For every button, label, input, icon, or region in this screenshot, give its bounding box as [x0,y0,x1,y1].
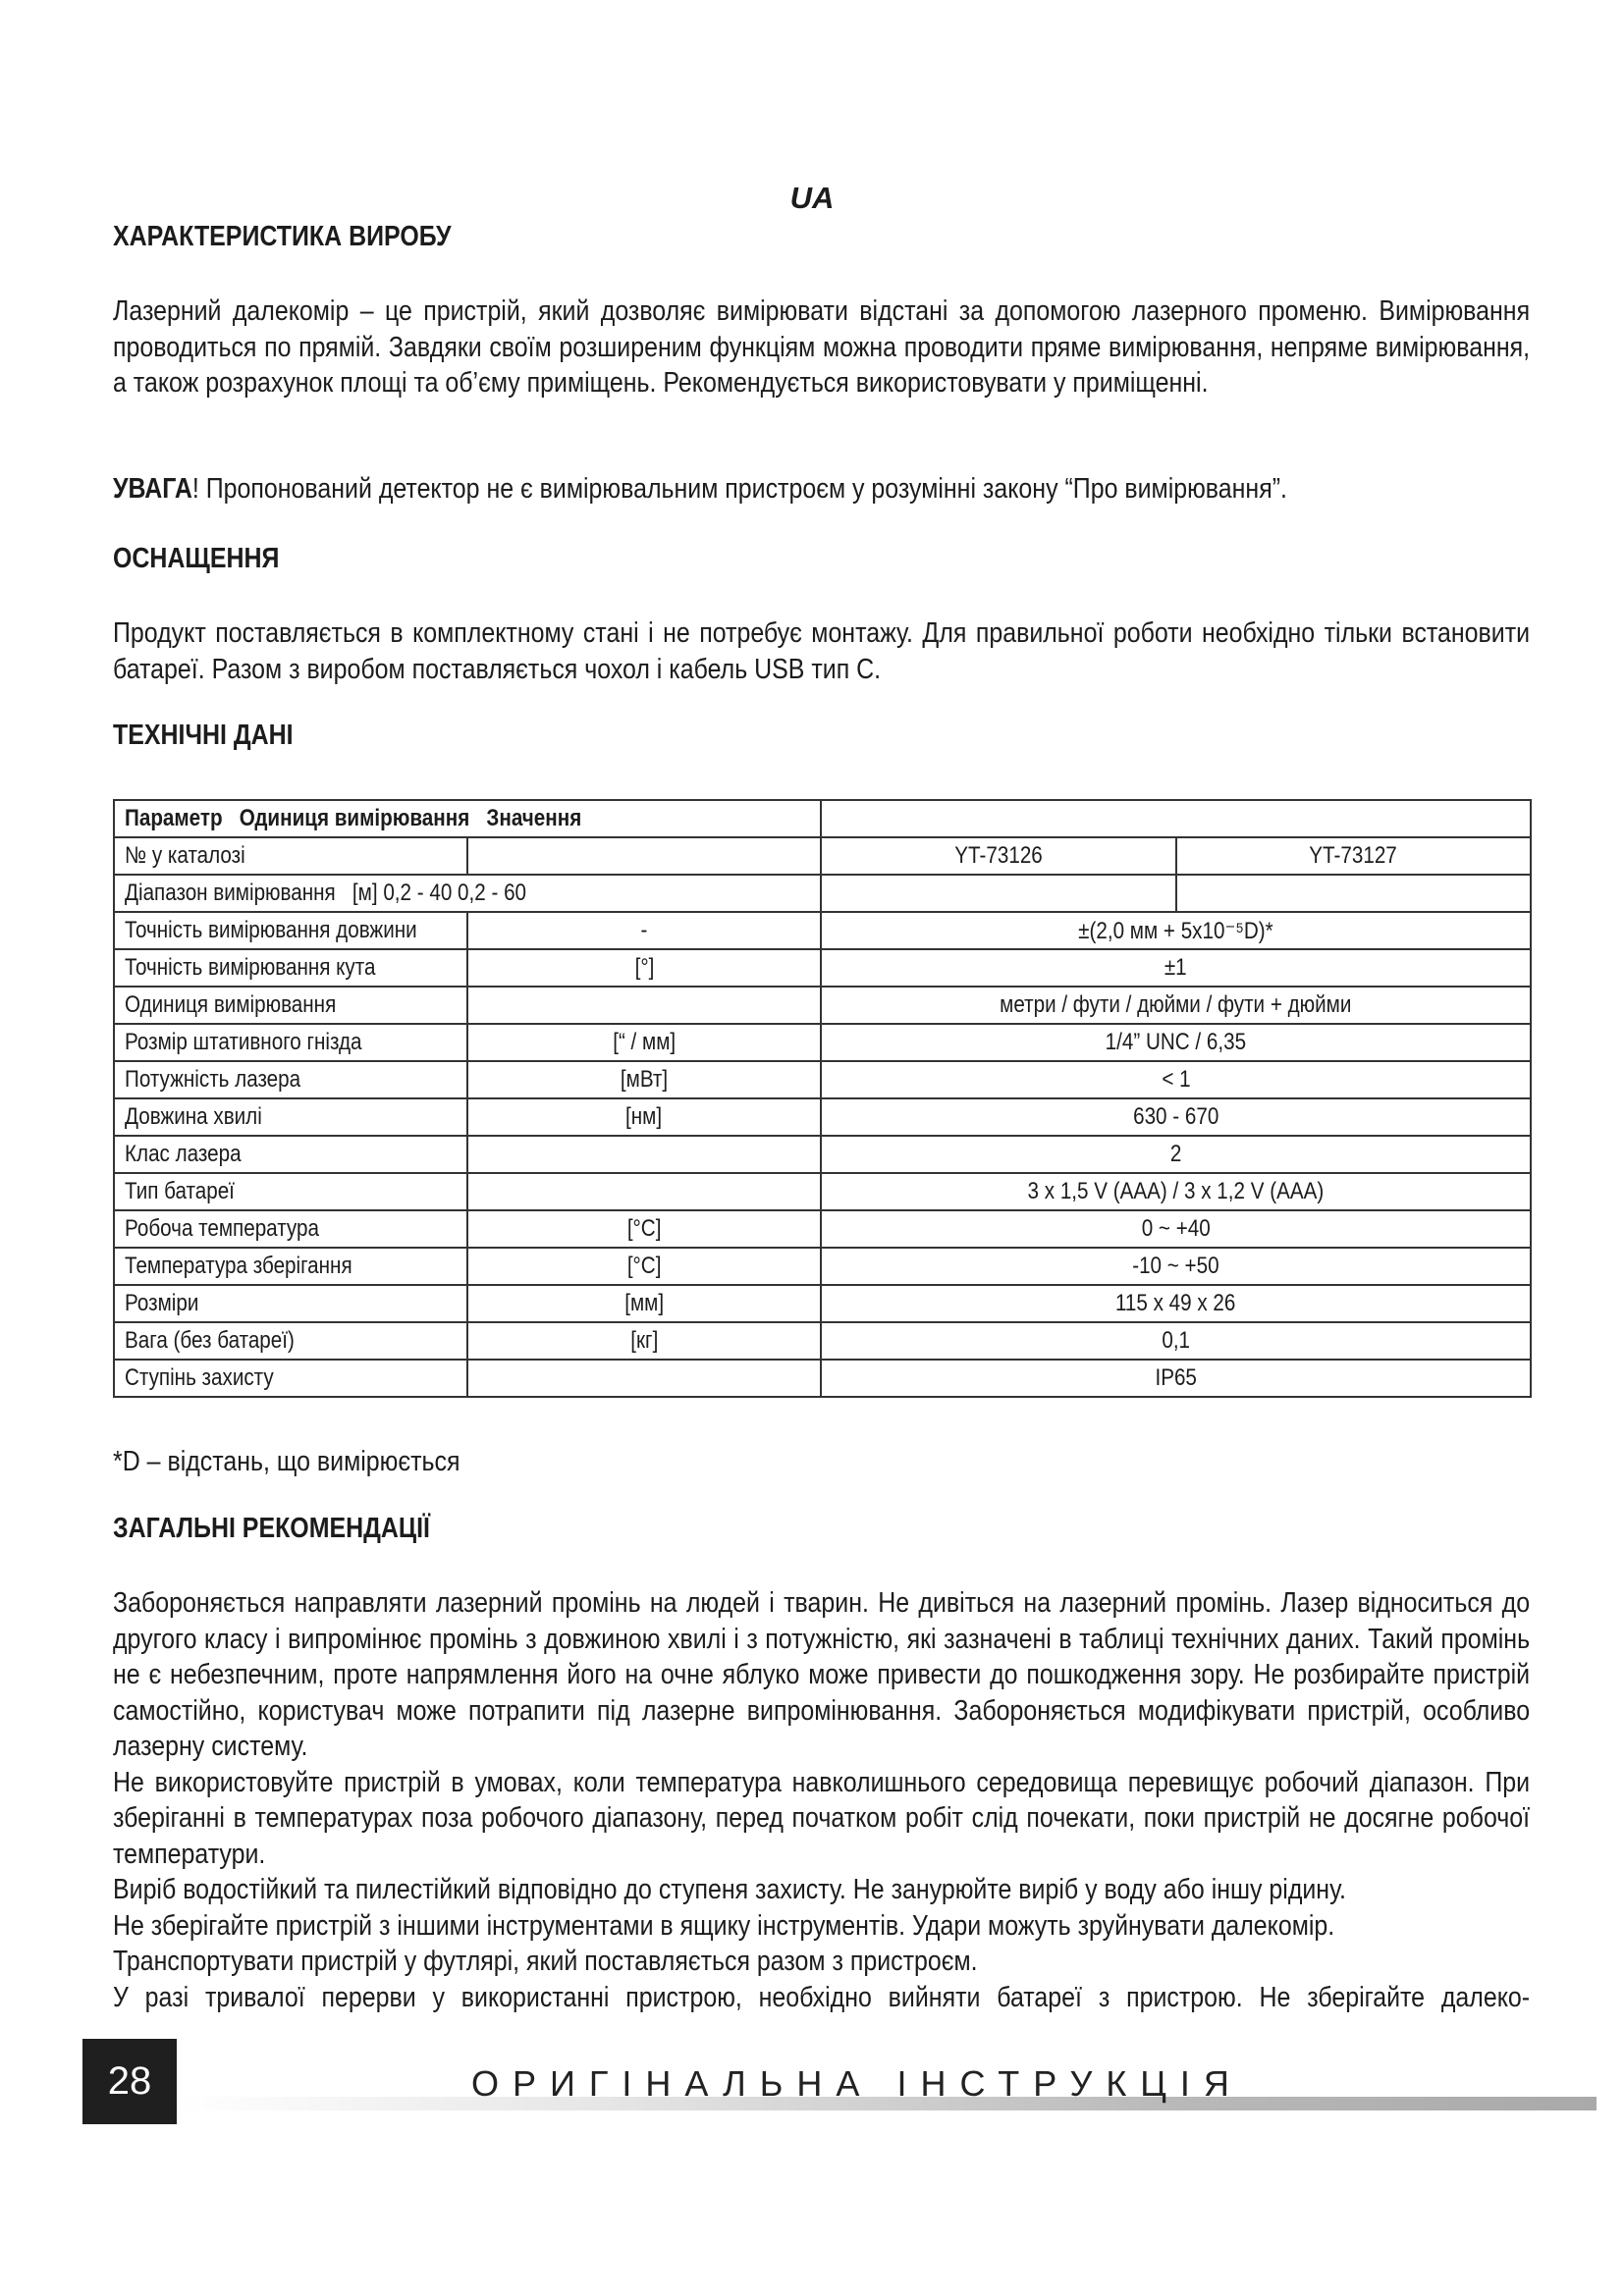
table-cell-label: № у каталозі [114,837,467,875]
table-cell-unit: [кг] [467,1322,821,1360]
table-row-catalog [114,837,1531,875]
table-row [114,1360,1531,1397]
table-cell-label: Робоча температура [114,1210,467,1248]
paragraph-characteristics [113,294,1530,401]
table-cell-unit: [нм] [467,1098,821,1136]
paragraph-equipment [113,615,1530,687]
table-cell-unit: [°C] [467,1210,821,1248]
table-cell-empty [1176,875,1531,912]
table-cell-label: Тип батареї [114,1173,467,1210]
table-cell-label: Потужність лазера [114,1061,467,1098]
warning-label: УВАГА [113,473,192,505]
table-cell-unit [467,837,821,875]
technical-data-table [113,799,1532,1398]
table-cell-label: Одиниця вимірювання [114,987,467,1024]
table-cell-value: 1/4” UNC / 6,35 [821,1024,1531,1061]
general-paragraph: Не використовуйте пристрій в умовах, коли температура навколишнього середовища перевищує робочий діапазон. При зберіганні в температурах поза робочого діапазону, перед початком робіт слід почекати, поки пристрій не досягне робочої температури. [113,1766,1531,1870]
table-cell-label: Точність вимірювання кута [114,949,467,987]
table-row [114,1285,1531,1322]
page-number: 28 [82,2039,177,2124]
table-header-cell: Параметр Одиниця вимірювання Значення [114,800,821,837]
general-paragraph: Забороняється направляти лазерний промінь на людей і тварин. Не дивіться на лазерний промінь. Лазер відноситься до другого класу і випромінює промінь з довжиною хвилі і з потужністю, які зазначені в таблиці технічних даних. Такий промінь не є небезпечним, проте напрямлення його на очне яблуко може привести до пошкодження зору. Не розбирайте пристрій самостійно, користувач може потрапити під лазерне випромінювання. Забороняється модифікувати пристрій, особливо лазерну систему. [113,1587,1531,1762]
table-row [114,987,1531,1024]
table-cell-label: Розмір штативного гнізда [114,1024,467,1061]
table-cell-label: Точність вимірювання довжини [114,912,467,949]
table-cell-value: 630 - 670 [821,1098,1531,1136]
table-row [114,912,1531,949]
footer-title: ОРИГІНАЛЬНА ІНСТРУКЦІЯ [471,2063,1243,2104]
table-cell-unit: [°C] [467,1248,821,1285]
table-cell-unit: [мм] [467,1285,821,1322]
table-row [114,1173,1531,1210]
heading-technical-data: ТЕХНІЧНІ ДАНІ [113,720,294,751]
table-row [114,1098,1531,1136]
table-cell-range: Діапазон вимірювання [м] 0,2 - 40 0,2 - 60 [114,875,821,912]
table-row [114,949,1531,987]
table-cell-unit: [мВт] [467,1061,821,1098]
table-cell-value: < 1 [821,1061,1531,1098]
table-cell-value: 0,1 [821,1322,1531,1360]
table-cell-unit [467,1136,821,1173]
general-text [113,1585,1530,2015]
heading-equipment: ОСНАЩЕННЯ [113,543,280,574]
table-cell-label: Температура зберігання [114,1248,467,1285]
table-cell-model-1: YT-73126 [821,837,1176,875]
general-paragraph: У разі тривалої перерви у використанні пристрою, необхідно вийняти батареї з пристрою. Не зберігайте далеко- [113,1981,1531,2013]
table-header-empty-cell [821,800,1531,837]
table-cell-value: -10 ~ +50 [821,1248,1531,1285]
table-body [114,912,1531,1397]
table-row [114,1024,1531,1061]
table-cell-label: Довжина хвилі [114,1098,467,1136]
table-cell-label: Ступінь захисту [114,1360,467,1397]
table-row [114,1136,1531,1173]
table-cell-unit [467,1360,821,1397]
table-cell-unit: - [467,912,821,949]
general-paragraph: Не зберігайте пристрій з іншими інструментами в ящику інструментів. Удари можуть зруйнувати далекомір. [113,1909,1335,1942]
table-cell-label: Розміри [114,1285,467,1322]
table-cell-label: Клас лазера [114,1136,467,1173]
table-cell-value: ±(2,0 мм + 5x10⁻⁵D)* [821,912,1531,949]
table-cell-value: 0 ~ +40 [821,1210,1531,1248]
table-cell-label: Вага (без батареї) [114,1322,467,1360]
characteristics-text: Лазерний далекомір – це пристрій, який дозволяє вимірювати відстані за допомогою лазерного променю. Вимірювання проводиться по прямій. Завдяки своїм розширеним функціям можна проводити пряме вимірювання, непряме вимірювання, а також розрахунок площі та об’єму приміщень. Рекомендується використовувати у приміщенні. [113,295,1531,399]
table-cell-unit [467,987,821,1024]
table-cell-unit: [“ / мм] [467,1024,821,1061]
paragraph-general [113,1585,1530,2015]
table-row [114,1210,1531,1248]
general-paragraph: Транспортувати пристрій у футлярі, який поставляється разом з пристроєм. [113,1946,978,1977]
heading-general-recommendations: ЗАГАЛЬНІ РЕКОМЕНДАЦІЇ [113,1513,430,1544]
general-paragraph: Виріб водостійкий та пилестійкий відповідно до ступеня захисту. Не занурюйте виріб у воду або іншу рідину. [113,1874,1346,1905]
footnote: *D – відстань, що вимірюється [113,1446,460,1477]
table-cell-value: 3 x 1,5 V (AAA) / 3 x 1,2 V (AAA) [821,1173,1531,1210]
table-cell-model-2: YT-73127 [1176,837,1531,875]
heading-characteristics: ХАРАКТЕРИСТИКА ВИРОБУ [113,221,452,252]
warning-text: ! Пропонований детектор не є вимірювальним пристроєм у розумінні закону “Про вимірювання”. [191,473,1287,505]
paragraph-warning [113,471,1530,507]
table-cell-value: IP65 [821,1360,1531,1397]
table-row [114,1322,1531,1360]
table-cell-value: ±1 [821,949,1531,987]
language-label: UA [789,181,835,215]
table-header-row [114,800,1531,837]
equipment-text: Продукт поставляється в комплектному стані і не потребує монтажу. Для правильної роботи необхідно тільки встановити батареї. Разом з виробом поставляється чохол і кабель USB тип C. [113,617,1531,685]
table-row-range [114,875,1531,912]
table-cell-empty [821,875,1176,912]
table-row [114,1061,1531,1098]
table-cell-value: 115 x 49 x 26 [821,1285,1531,1322]
table-cell-value: метри / фути / дюйми / фути + дюйми [821,987,1531,1024]
table-cell-unit: [°] [467,949,821,987]
table-cell-unit [467,1173,821,1210]
table-cell-value: 2 [821,1136,1531,1173]
table-row [114,1248,1531,1285]
